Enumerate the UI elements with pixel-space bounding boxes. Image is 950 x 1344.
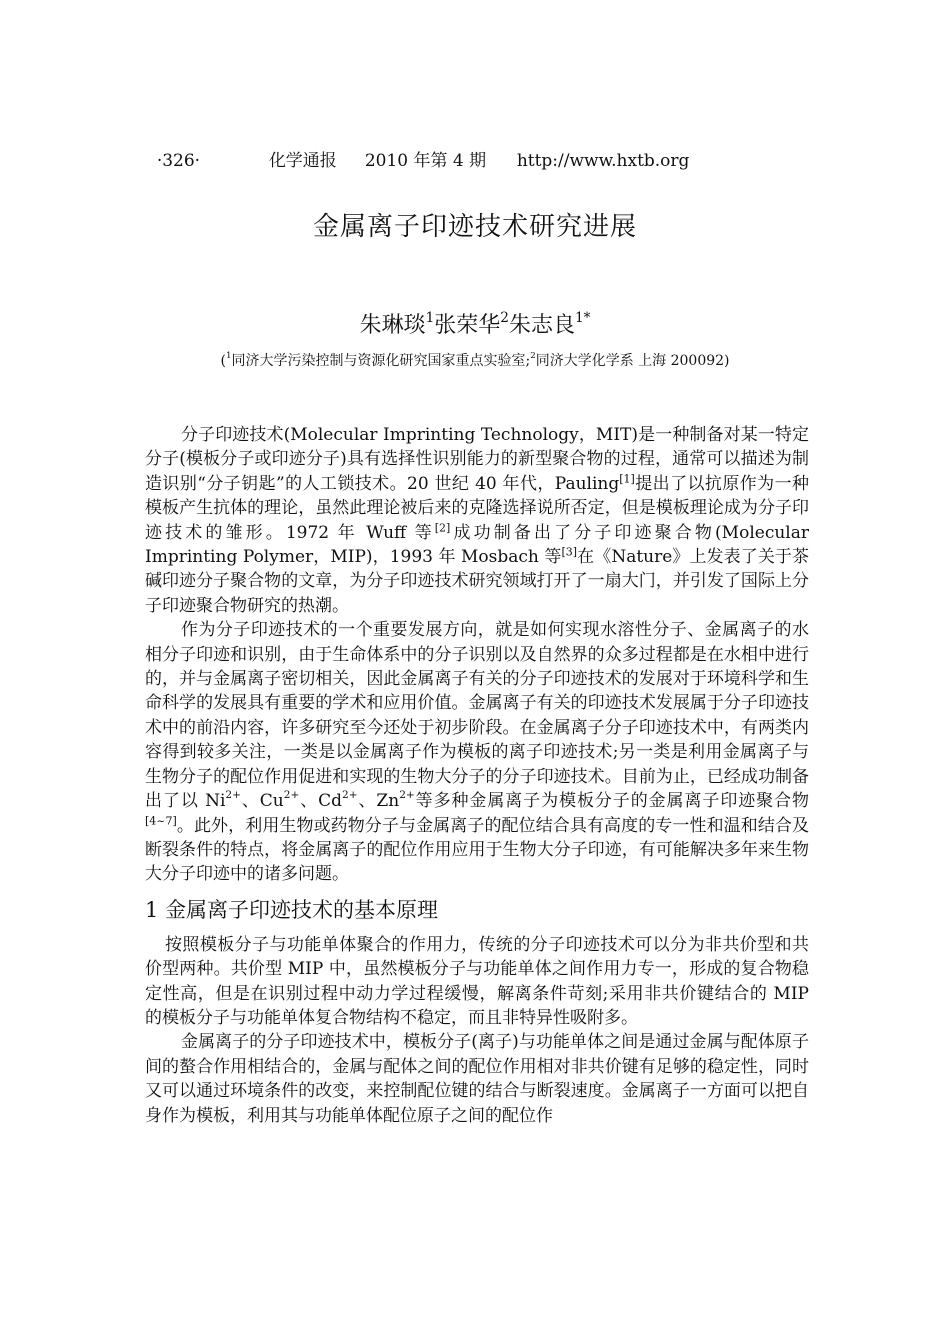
author-name: 朱志良 [508, 313, 575, 338]
issue-label: 2010 年第 4 期 [364, 151, 487, 171]
affiliation-1: 同济大学污染控制与资源化研究国家重点实验室; [231, 353, 531, 369]
author-name: 朱琳琰 [359, 313, 426, 338]
author-name: 张荣华 [434, 313, 501, 338]
paragraph-intro: 分子印迹技术(Molecular Imprinting Technology，MIT)是一种制备对某一特定分子(模板分子或印迹分子)具有选择性识别能力的新型聚合物的过程，通常可以描述为制造识别“分子钥匙”的人工锁技术。20 世纪 40 年代，Pauling[1]提出了以抗原作为一种模板产生抗体的理论，虽然此理论被后来的克隆选择说所否定，但是模板理论成为分子印迹技术的雏形。1972 年 Wuff 等[2]成功制备出了分子印迹聚合物(Molecular Imprinting Polymer，MIP)，1993 年 Mosbach 等[3]在《Nature》上发表了关于茶碱印迹分子聚合物的文章，为分子印迹技术研究领域打开了一扇大门，并引发了国际上分子印迹聚合物研究的热潮。 [145, 425, 809, 616]
author-affiliation-mark: 1 [425, 310, 435, 327]
article-body [145, 423, 809, 1128]
citation: [4~7] [145, 813, 177, 827]
page-number: ·326· [156, 151, 201, 171]
journal-url[interactable]: http://www.hxtb.org [516, 151, 690, 171]
paragraph-principle: 按照模板分子与功能单体聚合的作用力，传统的分子印迹技术可以分为非共价型和共价型两种。共价型 MIP 中，虽然模板分子与功能单体之间作用力专一，形成的复合物稳定性高，但是在识别过程中动力学过程缓慢，解离条件苛刻;采用非共价键结合的 MIP 的模板分子与功能单体复合物结构不稳定，而且非特异性吸附多。 [145, 934, 809, 1028]
author-list [0, 308, 950, 339]
author-affiliation-mark: 2 [500, 310, 509, 327]
paragraph-metal-ion: 作为分子印迹技术的一个重要发展方向，就是如何实现水溶性分子、金属离子的水相分子印迹和识别，由于生命体系中的分子识别以及自然界的众多过程都是在水相中进行的，并与金属离子密切相关，因此金属离子有关的分子印迹技术的发展对于环境科学和生命科学的发展具有重要的学术和应用价值。金属离子有关的印迹技术发展属于分子印迹技术中的前沿内容，许多研究至今还处于初步阶段。在金属离子分子印迹技术中，有两类内容得到较多关注，一类是以金属离子作为模板的离子印迹技术;另一类是利用金属离子与生物分子的配位作用促进和实现的生物大分子的分子印迹技术。目前为止，已经成功制备出了以 $Ni^{2+}$、$Cu^{2+}$、$Cd^{2+}$、$Zn^{2+}$等多种金属离子为模板分子的金属离子印迹聚合物[4~7]。此外，利用生物或药物分子与金属离子的配位结合具有高度的专一性和温和结合及断裂条件的特点，将金属离子的配位作用应用于生物大分子印迹，有可能解决多年来生物大分子印迹中的诸多问题。 [145, 620, 810, 885]
affiliation-line: ($^1$同济大学污染控制与资源化研究国家重点实验室;$^2$同济大学化学系 上海 200092) [220, 351, 730, 369]
author-affiliation-mark: 1* [574, 310, 591, 327]
section-heading: 1 金属离子印迹技术的基本原理 [145, 897, 439, 922]
citation: [1] [619, 472, 635, 486]
citation: [3] [561, 545, 578, 559]
running-header [146, 126, 689, 171]
journal-name: 化学通报 [268, 151, 337, 171]
paragraph-coordination: 金属离子的分子印迹技术中，模板分子(离子)与功能单体之间是通过金属与配体原子间的螯合作用相结合的，金属与配体之间的配位作用相对非共价键有足够的稳定性，同时又可以通过环境条件的改变，来控制配位键的结合与断裂速度。金属离子一方面可以把自身作为模板，利用其与功能单体配位原子之间的配位作 [145, 1032, 809, 1126]
affiliation-2: 同济大学化学系 上海 200092) [535, 353, 730, 369]
citation: [2] [434, 520, 451, 534]
paper-title: 金属离子印迹技术研究进展 [312, 212, 637, 242]
